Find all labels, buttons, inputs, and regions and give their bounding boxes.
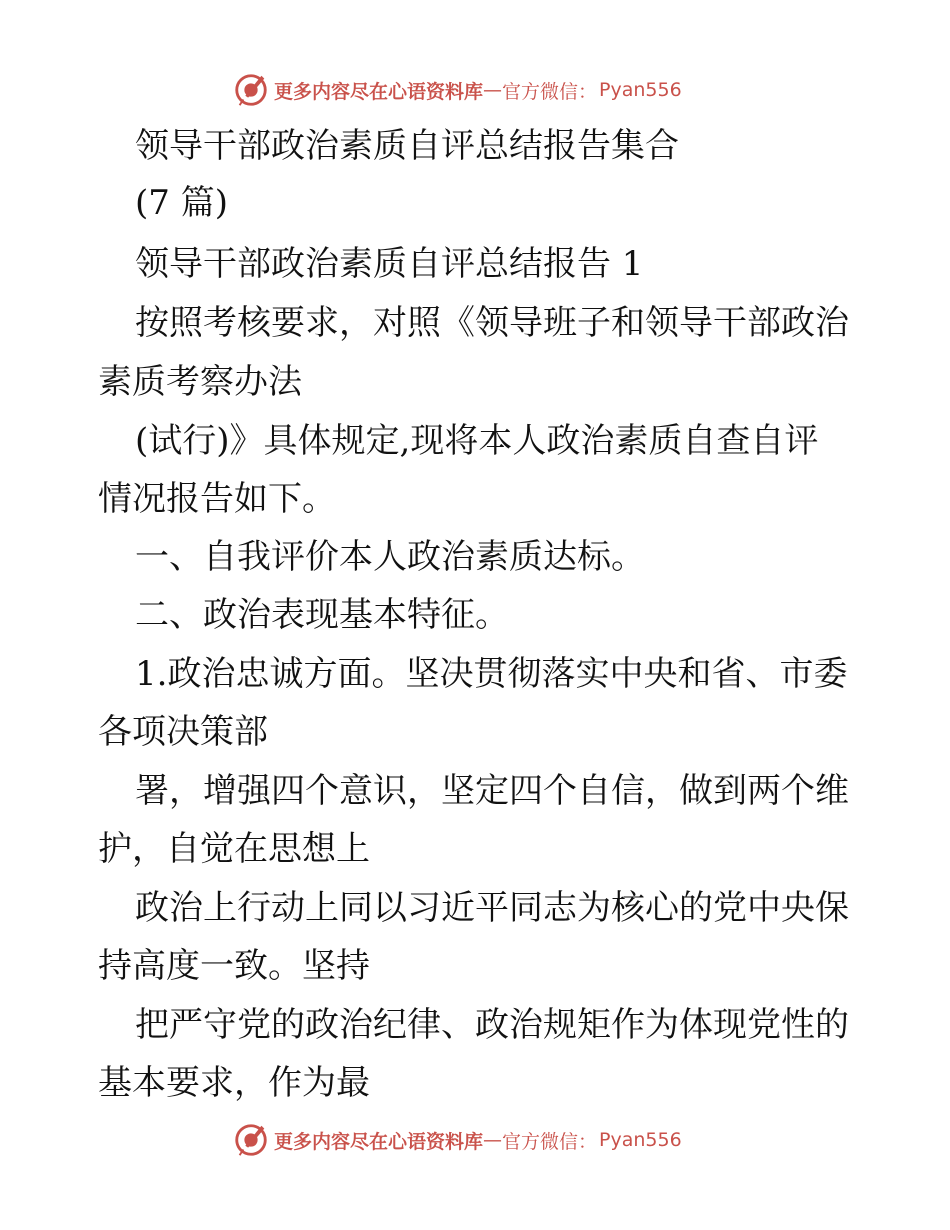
paragraph-line: 政治上行动上同以习近平同志为核心的党中央保	[135, 888, 849, 928]
paragraph-line: (试行)》具体规定,现将本人政治素质自查自评	[135, 421, 819, 461]
paragraph-line: 情况报告如下。	[98, 479, 336, 519]
document-title: 领导干部政治素质自评总结报告集合	[135, 126, 679, 166]
paragraph-line: 基本要求，作为最	[98, 1063, 370, 1103]
watermark-suffix: 官方微信：	[502, 80, 598, 103]
watermark-separator: —	[483, 1129, 503, 1151]
watermark-suffix: 官方微信：	[502, 1130, 598, 1153]
document-title-count: (7 篇)	[135, 183, 228, 223]
watermark-banner-bottom	[232, 1120, 682, 1160]
watermark-separator: —	[483, 79, 503, 101]
quill-seal-icon	[232, 1121, 270, 1159]
paragraph-line: 持高度一致。坚持	[98, 946, 370, 986]
section-heading: 领导干部政治素质自评总结报告 1	[135, 244, 644, 284]
paragraph-line: 二、政治表现基本特征。	[135, 595, 509, 635]
paragraph-line: 一、自我评价本人政治素质达标。	[135, 537, 645, 577]
paragraph-line: 1.政治忠诚方面。坚决贯彻落实中央和省、市委	[135, 654, 848, 694]
watermark-banner-top	[232, 70, 682, 110]
watermark-handle: Pyan556	[599, 79, 682, 101]
paragraph-line: 素质考察办法	[98, 362, 302, 402]
watermark-main-text: 更多内容尽在心语资料库	[274, 80, 484, 103]
paragraph-line: 署，增强四个意识，坚定四个自信，做到两个维	[135, 771, 849, 811]
paragraph-line: 护，自觉在思想上	[98, 829, 370, 869]
watermark-main-text: 更多内容尽在心语资料库	[274, 1130, 484, 1153]
watermark-handle: Pyan556	[599, 1129, 682, 1151]
quill-seal-icon	[232, 71, 270, 109]
paragraph-line: 把严守党的政治纪律、政治规矩作为体现党性的	[135, 1005, 849, 1045]
paragraph-line: 各项决策部	[98, 712, 268, 752]
paragraph-line: 按照考核要求，对照《领导班子和领导干部政治	[135, 303, 849, 343]
